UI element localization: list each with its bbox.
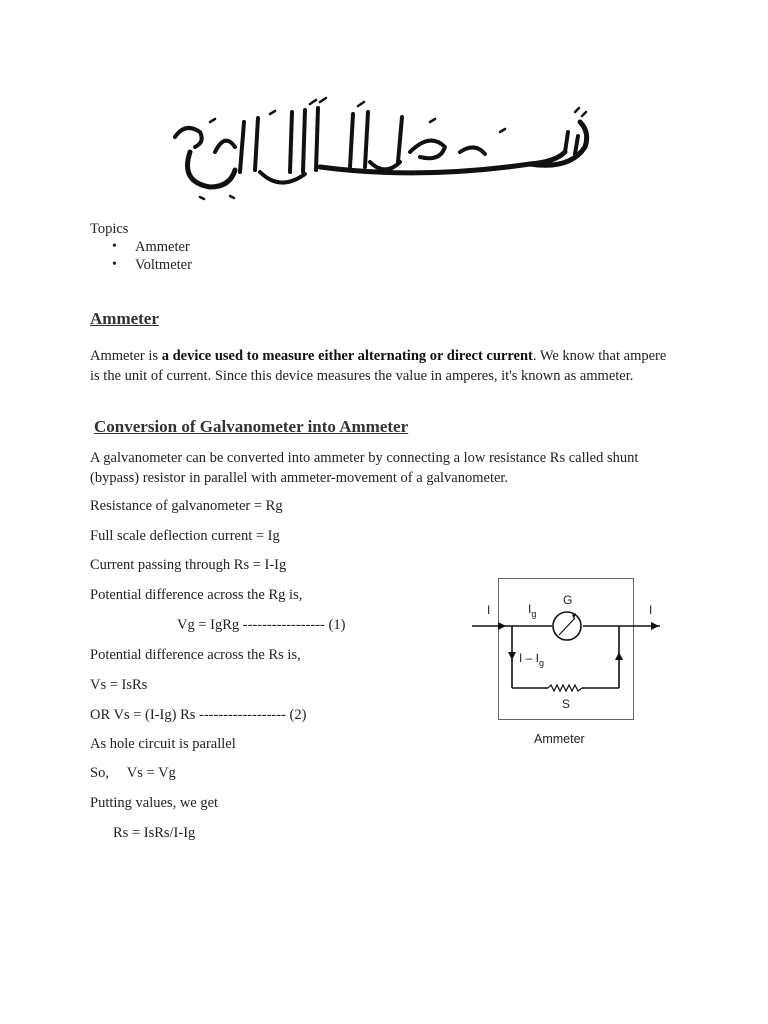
equation-line: Vs = IsRs (90, 677, 148, 693)
equation-line: So, Vs = Vg (90, 765, 176, 781)
topics-list (90, 238, 192, 274)
label-current-out: I (649, 603, 653, 617)
equation-line: Resistance of galvanometer = Rg (90, 498, 283, 514)
equation-line: Potential difference across the Rs is, (90, 647, 301, 663)
label-galvanometer: G (563, 593, 573, 607)
label-i-minus-ig: I – $I_g$ (519, 651, 545, 668)
topics-heading: Topics (90, 221, 129, 237)
ammeter-definition: a device used to measure either alternating or direct current (161, 348, 533, 364)
ammeter-circuit-diagram (468, 585, 673, 755)
label-ig: $I_g$ (528, 602, 537, 619)
shunt-resistor (548, 685, 582, 691)
ammeter-intro: Ammeter is a device used to measure either alternating or direct current. We know that ampere is the unit of current. Since this device measures the value in amperes, it's known as ammeter. (90, 348, 667, 384)
equation-line: Putting values, we get (90, 795, 219, 811)
equation-line: As hole circuit is parallel (90, 736, 236, 752)
bismillah-calligraphy (170, 92, 600, 202)
topic-ammeter: Ammeter (135, 239, 190, 255)
conversion-paragraph: A galvanometer can be converted into ammeter by connecting a low resistance Rs called shunt (bypass) resistor in parallel with ammeter-movement of a galvanometer. (90, 450, 639, 486)
list-item (90, 238, 192, 256)
list-item (90, 256, 192, 274)
ammeter-heading: Ammeter (90, 309, 159, 328)
arrow-icon (615, 652, 623, 660)
equation-1: Vg = IgRg ----------------- (1) (177, 617, 346, 633)
label-shunt: S (562, 697, 571, 711)
arrow-icon (651, 622, 659, 630)
equation-result: Rs = IsRs/I-Ig (113, 825, 196, 841)
bullet-icon: • (112, 239, 117, 254)
conversion-heading: Conversion of Galvanometer into Ammeter (94, 417, 409, 436)
topic-voltmeter: Voltmeter (135, 257, 192, 273)
equation-2: OR Vs = (I-Ig) Rs ------------------ (2) (90, 707, 307, 723)
diagram-caption: Ammeter (534, 732, 585, 746)
equation-line: Current passing through Rs = I-Ig (90, 557, 287, 573)
arrow-icon (498, 622, 506, 630)
equation-line: Potential difference across the Rg is, (90, 587, 303, 603)
arrow-icon (508, 652, 516, 660)
bullet-icon: • (112, 257, 117, 272)
equation-line: Full scale deflection current = Ig (90, 528, 280, 544)
label-current-in: I (487, 603, 491, 617)
